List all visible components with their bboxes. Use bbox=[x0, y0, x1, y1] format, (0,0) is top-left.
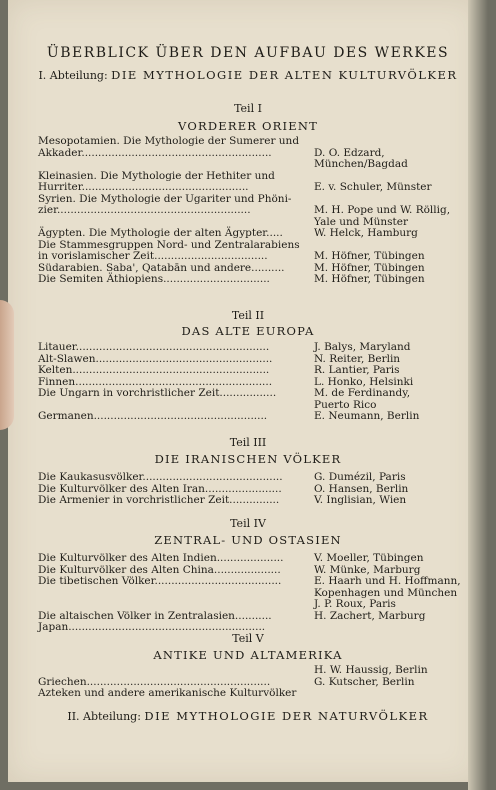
teil1-entry-author: M. Höfner, Tübingen bbox=[314, 261, 425, 274]
teil1-entry-author: M. Höfner, Tübingen bbox=[314, 250, 425, 262]
teil2-entry-title: Germanen.................................................... bbox=[38, 410, 268, 422]
teil3-entry-author: V. Inglisian, Wien bbox=[314, 494, 407, 506]
abteilung-2-name: DIE MYTHOLOGIE DER NATURVÖLKER bbox=[144, 709, 429, 723]
teil4-entry-author: V. Moeller, Tübingen bbox=[314, 552, 424, 564]
teil2-entry-author: L. Honko, Helsinki bbox=[314, 375, 414, 388]
teil5-entry-author: G. Kutscher, Berlin bbox=[314, 675, 415, 688]
teil1-entry-title: Hurriter.................................................. bbox=[38, 181, 249, 193]
teil1-entry-author: E. v. Schuler, Münster bbox=[314, 181, 432, 193]
teil4-entry-author: E. Haarh und H. Hoffmann, bbox=[314, 575, 461, 587]
abteilung-1-name: DIE MYTHOLOGIE DER ALTEN KULTURVÖLKER bbox=[111, 68, 458, 82]
teil3-entry-author: G. Dumézil, Paris bbox=[314, 471, 406, 483]
teil2-entry-author: Puerto Rico bbox=[314, 398, 377, 411]
teil1-entry-author: D. O. Edzard, bbox=[314, 146, 385, 159]
page-title: ÜBERBLICK ÜBER DEN AUFBAU DES WERKES bbox=[46, 45, 450, 61]
abteilung-1-prefix: I. Abteilung: bbox=[38, 69, 108, 82]
teil2-entry-title: Kelten........................................................... bbox=[38, 364, 270, 376]
teil1-entry-title: in vorislamischer Zeit.................................. bbox=[38, 250, 268, 262]
teil5-label: Teil V bbox=[232, 632, 264, 645]
teil1-entry-author: M. Höfner, Tübingen bbox=[314, 273, 425, 285]
teil4-entry-title: Japan........................................................... bbox=[38, 621, 266, 633]
abteilung-1-title bbox=[0, 70, 496, 81]
teil4-entry-author: J. P. Roux, Paris bbox=[314, 598, 396, 610]
abteilung-2-prefix: II. Abteilung: bbox=[67, 710, 141, 723]
teil5-entry-author: H. W. Haussig, Berlin bbox=[314, 664, 428, 676]
teil4-entry-author: H. Zachert, Marburg bbox=[314, 609, 426, 622]
teil2-entry-title: Die Ungarn in vorchristlicher Zeit................. bbox=[38, 387, 277, 399]
teil2-entry-author: E. Neumann, Berlin bbox=[314, 410, 420, 422]
teil1-entry-title: Ägypten. Die Mythologie der alten Ägypter..... bbox=[38, 227, 283, 239]
teil3-entry-author: O. Hansen, Berlin bbox=[314, 482, 409, 495]
abteilung-2-title bbox=[0, 711, 496, 722]
teil2-label: Teil II bbox=[231, 309, 265, 322]
teil5-entry-title: Griechen....................................................... bbox=[38, 675, 271, 688]
teil2-entry-author: N. Reiter, Berlin bbox=[314, 352, 401, 365]
teil4-entry-author: Kopenhagen und München bbox=[314, 586, 458, 599]
teil4-entry-title: Die altaischen Völker in Zentralasien........... bbox=[38, 609, 272, 622]
teil2-entry-title: Alt-Slawen..................................................... bbox=[38, 352, 273, 365]
teil4-label: Teil IV bbox=[230, 517, 266, 530]
teil2-entry-author: R. Lantier, Paris bbox=[314, 364, 400, 376]
teil4-entry-title: Die Kulturvölker des Alten China.................... bbox=[38, 563, 281, 576]
teil4-entry-title: Die tibetischen Völker...................................... bbox=[38, 575, 282, 587]
teil3-label: Teil III bbox=[229, 436, 267, 449]
teil3-entry-title: Die Armenier in vorchristlicher Zeit............... bbox=[38, 494, 280, 506]
teil2-entry-author: M. de Ferdinandy, bbox=[314, 387, 411, 399]
teil4-heading: ZENTRAL- UND OSTASIEN bbox=[154, 533, 342, 547]
teil2-heading: DAS ALTE EUROPA bbox=[181, 324, 315, 338]
teil1-label: Teil I bbox=[234, 102, 262, 115]
teil5-heading: ANTIKE UND ALTAMERIKA bbox=[153, 648, 343, 662]
teil2-entry-author: J. Balys, Maryland bbox=[314, 341, 411, 353]
teil1-entry-title: Akkader......................................................... bbox=[38, 146, 272, 159]
teil3-entry-title: Die Kulturvölker des Alten Iran....................... bbox=[38, 482, 282, 495]
teil3-heading: DIE IRANISCHEN VÖLKER bbox=[154, 452, 342, 466]
teil3-entry-title: Die Kaukasusvölker.......................................... bbox=[38, 471, 283, 483]
teil1-entry-author: Yale und Münster bbox=[314, 215, 408, 228]
teil4-entry-title: Die Kulturvölker des Alten Indien.................... bbox=[38, 552, 284, 564]
teil2-entry-title: Litauer.......................................................... bbox=[38, 341, 270, 353]
teil2-entry-title: Finnen........................................................... bbox=[38, 375, 273, 388]
teil1-heading: VORDERER ORIENT bbox=[178, 119, 318, 133]
book-spine bbox=[468, 0, 488, 790]
teil4-entry-author: W. Münke, Marburg bbox=[314, 563, 421, 576]
teil1-entry-author: W. Helck, Hamburg bbox=[314, 227, 418, 239]
teil1-entry-title: Südarabien. Saba', Qatabān und andere.......... bbox=[38, 261, 285, 274]
teil1-entry-title: Syrien. Die Mythologie der Ugariter und Phöni- bbox=[38, 192, 292, 205]
teil1-entry-title: zier.......................................................... bbox=[38, 204, 251, 216]
teil1-entry-title: Die Semiten Äthiopiens................................ bbox=[38, 273, 270, 285]
teil1-entry-author: München/Bagdad bbox=[314, 158, 408, 170]
teil5-entry-title: Azteken und andere amerikanische Kulturvölker bbox=[38, 687, 297, 699]
teil1-entry-title: Mesopotamien. Die Mythologie der Sumerer und bbox=[38, 135, 300, 147]
teil1-entry-title: Die Stammesgruppen Nord- und Zentralarabiens bbox=[38, 238, 300, 251]
teil1-entry-author: M. H. Pope und W. Röllig, bbox=[314, 204, 451, 216]
teil1-entry-title: Kleinasien. Die Mythologie der Hethiter und bbox=[38, 169, 275, 182]
